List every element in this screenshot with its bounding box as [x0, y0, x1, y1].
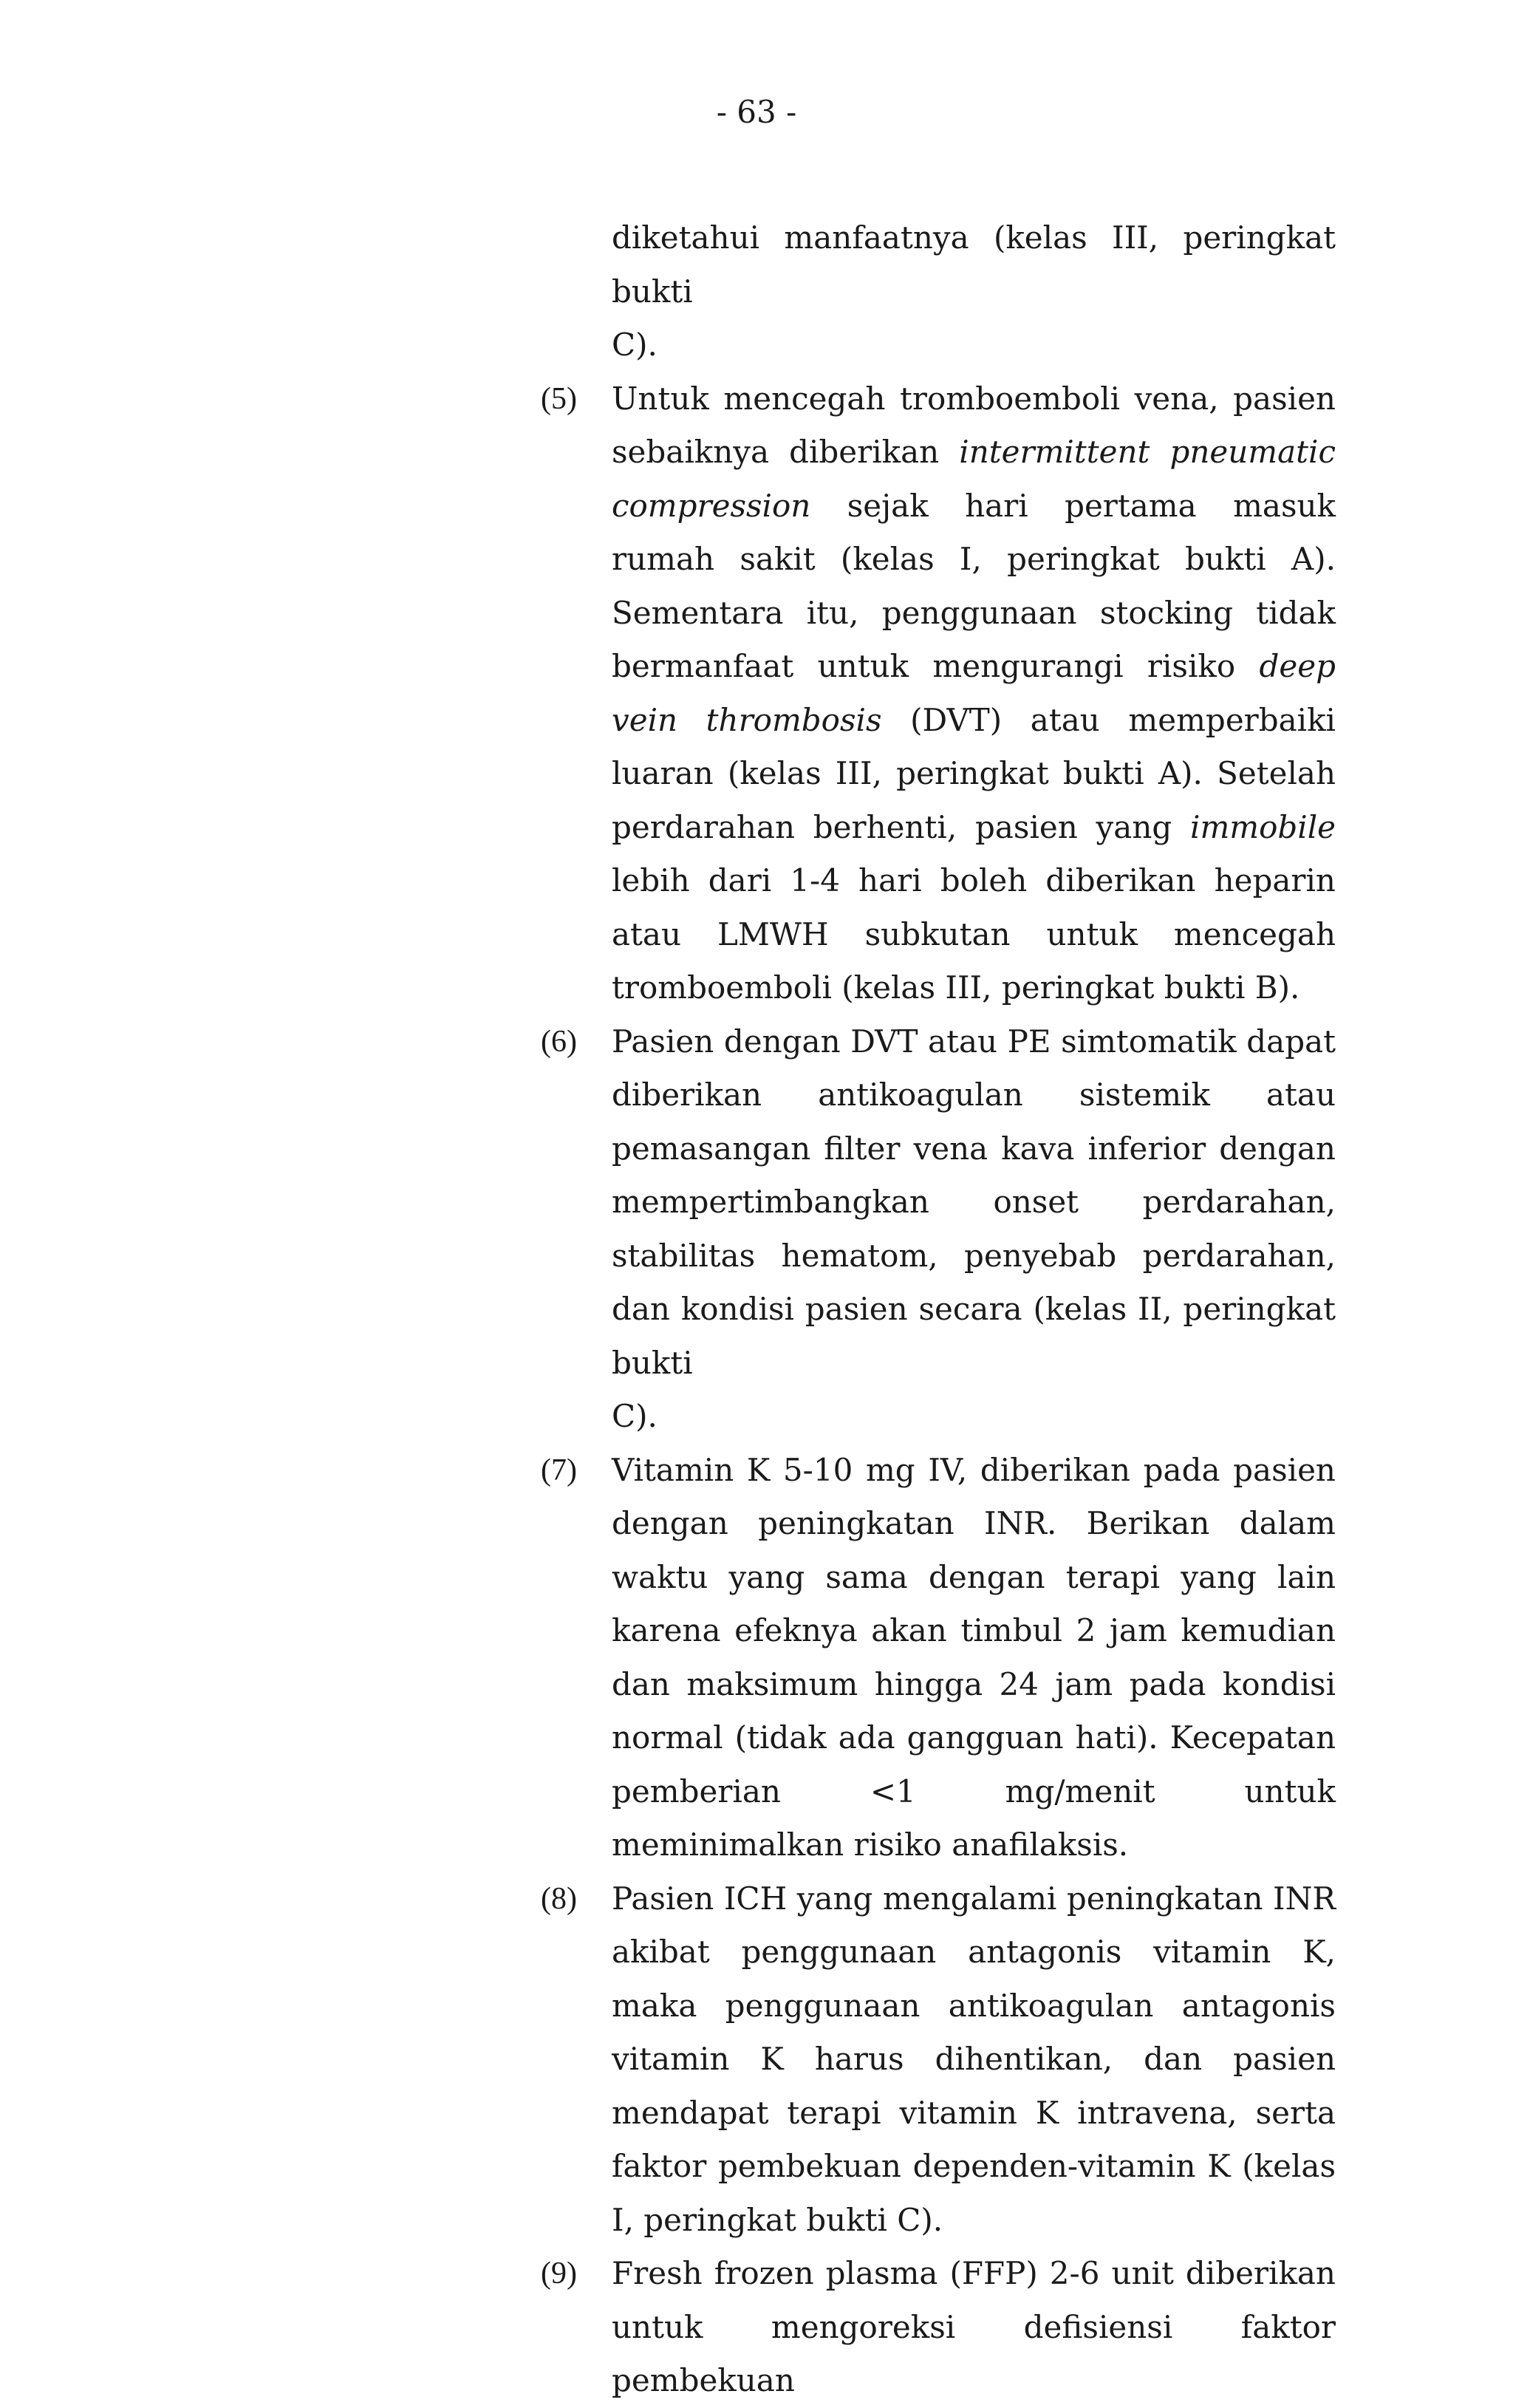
text-segment: (DVT) atau memperbaiki luaran (kelas III, peringkat bukti A). Setelah perdarahan berhenti, pasien yang: [612, 701, 1336, 845]
paragraph-text: [612, 211, 1336, 372]
paragraph-text: [612, 1872, 1336, 2248]
text-segment: lebih dari 1-4 hari boleh diberikan heparin atau LMWH subkutan untuk mencegah tromboemboli (kelas III, peringkat bukti B).: [612, 862, 1336, 1006]
text-segment: diketahui manfaatnya (kelas III, peringkat bukti C).: [612, 219, 1336, 363]
paragraph-text: [612, 1444, 1336, 1872]
numbered-paragraph: [541, 1444, 1336, 1872]
text-segment: sejak hari pertama masuk rumah sakit (kelas I, peringkat bukti A). Sementara itu, penggunaan stocking tidak bermanfaat untuk mengurangi risiko: [612, 487, 1336, 684]
text-segment: Vitamin K 5-10 mg IV, diberikan pada pasien dengan peningkatan INR. Berikan dalam waktu yang sama dengan terapi yang lain karena efeknya akan timbul 2 jam kemudian dan maksimum hingga 24 jam pada kondisi normal (tidak ada gangguan hati). Kecepatan pemberian <1 mg/menit untuk meminimalkan risiko anafilaksis.: [612, 1451, 1336, 1863]
text-segment: Fresh frozen plasma (FFP) 2-6 unit diberikan untuk mengoreksi defisiensi faktor pembekuan: [612, 2255, 1336, 2398]
paragraph-number: (8): [541, 1881, 577, 1916]
paragraph-number: (9): [541, 2257, 577, 2291]
text-segment: Pasien dengan DVT atau PE simtomatik dapat diberikan antikoagulan sistemik atau pemasangan filter vena kava inferior dengan mempertimbangkan onset perdarahan, stabilitas hematom, penyebab perdarahan, dan kondisi pasien secara (kelas II, peringkat bukti C).: [612, 1023, 1336, 1434]
paragraph-number: (5): [541, 381, 577, 416]
italic-term: deep vein thrombosis: [612, 648, 1336, 738]
paragraph-text: [612, 372, 1336, 1015]
italic-term: intermittent pneumatic compression: [612, 434, 1336, 524]
page-number: - 63 -: [716, 94, 797, 130]
paragraph-text: [612, 1015, 1336, 1444]
text-segment: Pasien ICH yang mengalami peningkatan INR akibat penggunaan antagonis vitamin K, maka penggunaan antikoagulan antagonis vitamin K harus dihentikan, dan pasien mendapat terapi vitamin K intravena, serta faktor pembekuan dependen-vitamin K (kelas I, peringkat bukti C).: [612, 1880, 1336, 2238]
paragraph-text: [612, 2247, 1336, 2408]
numbered-paragraph: [541, 1872, 1336, 2248]
document-body: [541, 211, 1336, 2408]
text-segment: Untuk mencegah tromboemboli vena, pasien sebaiknya diberikan: [612, 380, 1336, 470]
numbered-paragraph: [541, 1015, 1336, 1444]
paragraph-number: (6): [541, 1024, 577, 1059]
numbered-paragraph: [541, 2247, 1336, 2408]
italic-term: immobile: [1190, 808, 1336, 845]
numbered-paragraph: [541, 211, 1336, 372]
numbered-paragraph: [541, 372, 1336, 1015]
paragraph-number: (7): [541, 1453, 577, 1487]
